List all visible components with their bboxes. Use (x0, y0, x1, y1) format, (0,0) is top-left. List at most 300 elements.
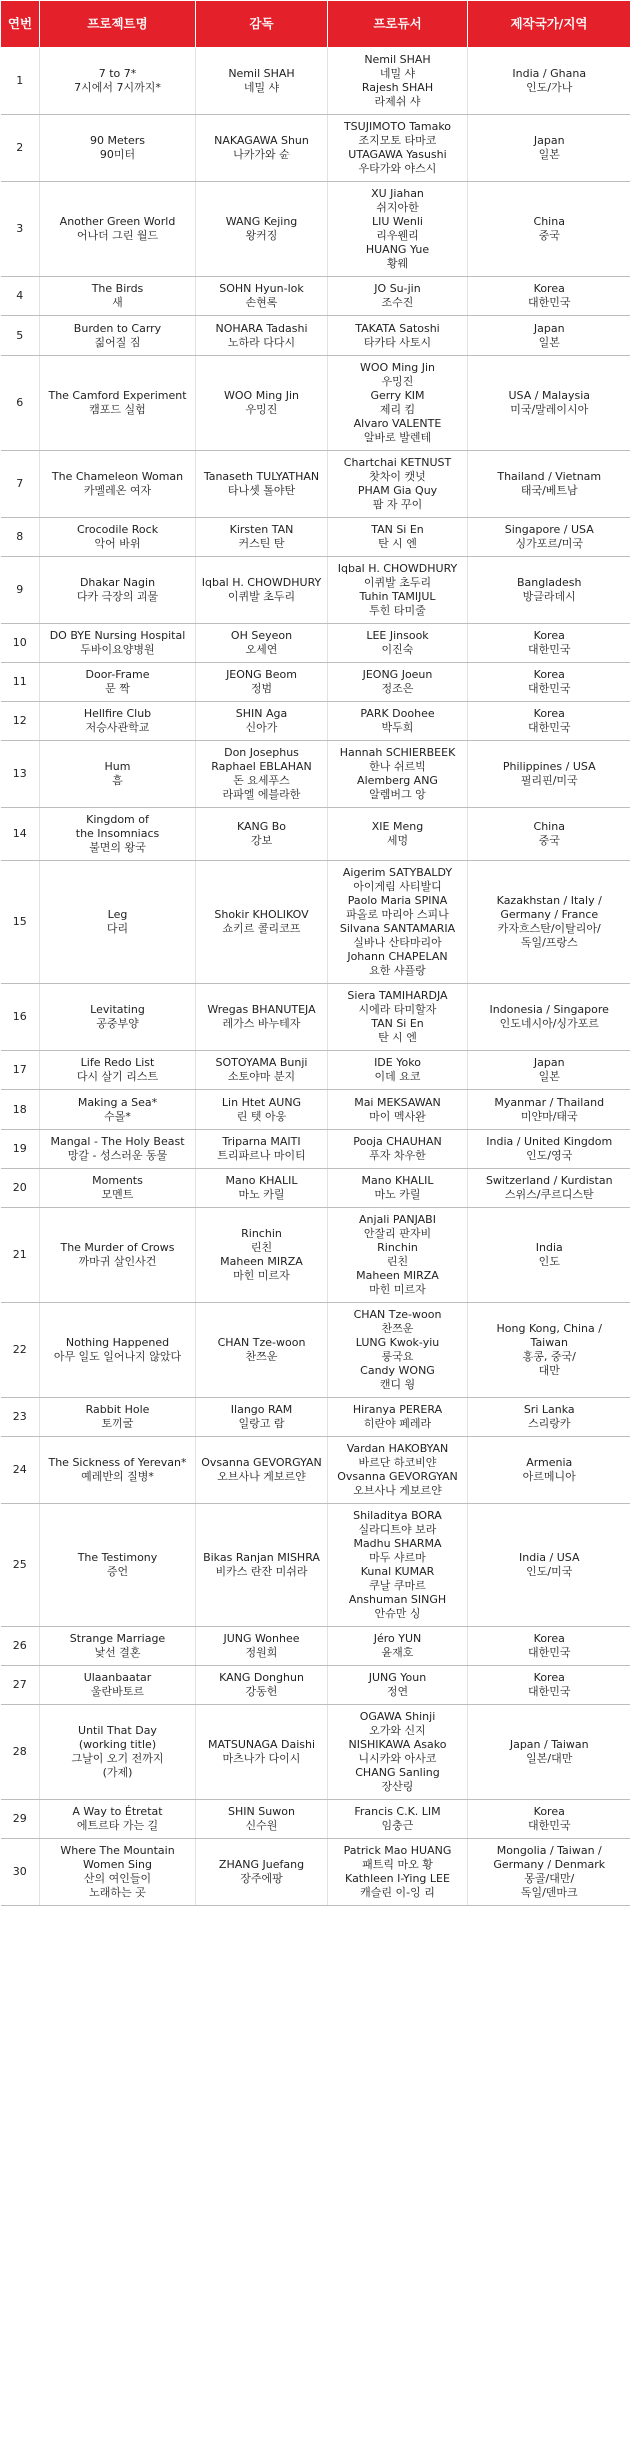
cell-country (468, 741, 630, 808)
cell-director (196, 316, 328, 356)
cell-producer (328, 861, 468, 984)
cell-project-line: Hum (104, 760, 131, 773)
cell-producer-line: XIE Meng (371, 820, 424, 833)
cell-country-line: Thailand / Vietnam (497, 470, 602, 483)
cell-country-line: 인도네시아/싱가포르 (499, 1017, 599, 1030)
cell-project-line: 다카 극장의 괴물 (76, 590, 159, 603)
cell-producer-line: 안잘리 판자비 (363, 1227, 432, 1240)
cell-country-line: China (533, 215, 565, 228)
cell-country-line: Kazakhstan / Italy / (496, 894, 602, 907)
cell-producer-line: JO Su-jin (374, 282, 421, 295)
cell-producer (328, 624, 468, 663)
cell-project-line: Making a Sea* (77, 1095, 158, 1109)
cell-number: 2 (1, 115, 40, 182)
cell-country-line: 스위스/쿠르디스탄 (504, 1188, 594, 1201)
cell-number: 14 (1, 808, 40, 861)
cell-director-line: Mano KHALIL (225, 1174, 298, 1187)
cell-number: 9 (1, 557, 40, 624)
table-row (1, 1504, 630, 1627)
cell-director-line: SOHN Hyun-lok (219, 282, 304, 295)
cell-director-line: Triparna MAITI (222, 1135, 301, 1148)
cell-producer-line: 정조은 (381, 682, 414, 695)
cell-country-line: Korea (533, 1671, 565, 1684)
cell-project-line: Mangal - The Holy Beast (50, 1135, 185, 1148)
cell-director-line: Kirsten TAN (229, 523, 294, 536)
cell-project-line: Nothing Happened (65, 1336, 170, 1349)
cell-producer (328, 984, 468, 1051)
cell-producer-line: Jéro YUN (373, 1632, 422, 1645)
cell-project (40, 451, 196, 518)
cell-project-line: Leg (107, 908, 128, 921)
table-row (1, 1437, 630, 1504)
cell-producer-line: 조지모토 타마코 (358, 134, 437, 147)
table-row (1, 663, 630, 702)
cell-country-line: USA / Malaysia (508, 389, 591, 402)
cell-country (468, 1130, 630, 1169)
cell-director (196, 1169, 328, 1208)
cell-producer-line: Gerry KIM (370, 389, 425, 402)
cell-director-line: KANG Donghun (219, 1671, 304, 1684)
table-row (1, 1090, 630, 1130)
table-row (1, 557, 630, 624)
table-row (1, 518, 630, 557)
cell-country-line: 대한민국 (527, 721, 571, 734)
cell-country-line: 중국 (538, 834, 560, 847)
table-row (1, 115, 630, 182)
table-row (1, 451, 630, 518)
cell-producer-line: 라제쉬 샤 (374, 95, 421, 108)
cell-producer (328, 1208, 468, 1303)
cell-producer-line: Iqbal H. CHOWDHURY (337, 562, 458, 575)
cell-director-line: Rinchin (241, 1227, 282, 1240)
cell-director-line: 오브사나 게보르얀 (217, 1470, 306, 1483)
cell-number: 20 (1, 1169, 40, 1208)
cell-director-line: SOTOYAMA Bunji (215, 1056, 308, 1069)
cell-project-line: 불면의 왕국 (89, 841, 146, 854)
cell-country-line: 대만 (538, 1364, 560, 1377)
cell-producer (328, 1666, 468, 1705)
cell-project (40, 356, 196, 451)
cell-producer (328, 1090, 468, 1130)
cell-director-line: Ovsanna GEVORGYAN (201, 1456, 322, 1469)
cell-project-line: The Testimony (77, 1551, 158, 1564)
cell-number: 27 (1, 1666, 40, 1705)
cell-number: 15 (1, 861, 40, 984)
cell-project (40, 624, 196, 663)
cell-country-line: 대한민국 (527, 682, 571, 695)
cell-producer-line: 패트릭 마오 황 (362, 1858, 433, 1871)
table-row (1, 1666, 630, 1705)
cell-project-line: 흠 (112, 774, 123, 787)
table-row (1, 1398, 630, 1437)
cell-producer (328, 48, 468, 115)
cell-number: 28 (1, 1705, 40, 1800)
cell-producer (328, 182, 468, 277)
cell-director-line: Bikas Ranjan MISHRA (203, 1551, 320, 1564)
cell-director-line: 신수원 (245, 1819, 278, 1832)
cell-producer-line: CHANG Sanling (355, 1766, 440, 1779)
cell-project (40, 1051, 196, 1090)
table-row (1, 182, 630, 277)
cell-director-line: 돈 요세푸스 (233, 774, 290, 787)
cell-producer-line: 박두희 (381, 721, 414, 734)
cell-producer-line: 실라디트야 보라 (358, 1523, 437, 1536)
cell-project-line: Dhakar Nagin (79, 576, 156, 589)
cell-country-line: 대한민국 (527, 1819, 571, 1832)
cell-project-line: 울란바토르 (90, 1685, 145, 1698)
cell-country-line: Indonesia / Singapore (489, 1003, 609, 1016)
cell-producer-line: 알렘버그 앙 (369, 788, 426, 801)
cell-project-line: 짊어질 짐 (94, 335, 141, 349)
cell-project-line: Ulaanbaatar (83, 1671, 152, 1684)
cell-director-line: ZHANG Juefang (218, 1858, 305, 1871)
cell-director-line: OH Seyeon (230, 629, 293, 642)
cell-country-line: 스리랑카 (527, 1417, 571, 1430)
cell-producer-line: 우타가와 야스시 (358, 162, 437, 175)
cell-number: 18 (1, 1090, 40, 1130)
cell-project-line: Moments (92, 1174, 143, 1187)
cell-country-line: 인도/가나 (526, 81, 573, 94)
cell-project-line: The Chameleon Woman (51, 470, 184, 483)
cell-project-line: 90미터 (99, 148, 136, 161)
cell-director-line: JEONG Beom (226, 668, 297, 681)
cell-director (196, 1666, 328, 1705)
cell-producer-line: TSUJIMOTO Tamako (343, 120, 452, 133)
cell-number: 21 (1, 1208, 40, 1303)
cell-producer (328, 277, 468, 316)
header-project: 프로젝트명 (40, 1, 196, 48)
cell-country-line: India / USA (519, 1551, 580, 1564)
cell-director-line: 손현록 (245, 296, 278, 309)
cell-producer-line: Candy WONG (360, 1364, 435, 1377)
cell-producer-line: HUANG Yue (365, 243, 430, 256)
cell-country-line: Philippines / USA (502, 760, 596, 773)
cell-producer (328, 1627, 468, 1666)
cell-number: 10 (1, 624, 40, 663)
cell-director (196, 277, 328, 316)
cell-director-line: 우밍진 (245, 403, 278, 416)
cell-project (40, 1437, 196, 1504)
cell-project (40, 702, 196, 741)
cell-country-line: Germany / France (500, 908, 599, 921)
cell-director (196, 557, 328, 624)
cell-director (196, 1437, 328, 1504)
cell-director (196, 1504, 328, 1627)
cell-producer-line: 안슈만 싱 (374, 1607, 421, 1620)
table-row (1, 702, 630, 741)
cell-director (196, 356, 328, 451)
cell-number: 30 (1, 1839, 40, 1906)
cell-producer-line: 캔디 웡 (379, 1378, 416, 1391)
cell-project-line: Levitating (90, 1003, 145, 1016)
cell-producer (328, 1130, 468, 1169)
cell-project-line: The Camford Experiment (48, 389, 187, 402)
cell-director-line: 린 텟 아웅 (236, 1109, 287, 1123)
cell-project-line: 공중부양 (96, 1017, 139, 1030)
cell-project-line: 악어 바위 (94, 537, 141, 550)
cell-project (40, 741, 196, 808)
cell-country-line: Singapore / USA (504, 523, 594, 536)
cell-producer-line: 리우웬리 (376, 229, 419, 242)
cell-producer-line: Rinchin (377, 1241, 418, 1254)
cell-country-line: 대한민국 (527, 1646, 571, 1659)
cell-project-line: 까마귀 살인사건 (78, 1255, 157, 1268)
cell-producer (328, 518, 468, 557)
cell-project-line: Women Sing (83, 1858, 152, 1871)
cell-producer-line: 시에라 타미할자 (358, 1003, 437, 1016)
cell-country-line: 인도/미국 (526, 1565, 573, 1578)
cell-project-line: Life Redo List (80, 1056, 155, 1069)
cell-producer-line: 요한 샤플랑 (369, 964, 426, 977)
cell-country-line: 독일/프랑스 (520, 936, 578, 949)
cell-director-line: 마힌 미르자 (233, 1269, 290, 1282)
cell-producer-line: Rajesh SHAH (361, 81, 434, 94)
cell-country (468, 451, 630, 518)
cell-director-line: 신아가 (245, 721, 278, 734)
table-row (1, 861, 630, 984)
cell-country (468, 1705, 630, 1800)
cell-project (40, 115, 196, 182)
cell-project-line: (working title) (78, 1738, 157, 1751)
cell-producer-line: TAKATA Satoshi (355, 321, 440, 335)
cell-country-line: 일본/대만 (526, 1752, 573, 1765)
cell-country-line: India / Ghana (512, 67, 587, 80)
table-body (1, 48, 630, 1906)
cell-producer (328, 1839, 468, 1906)
cell-country-line: 홍콩, 중국/ (522, 1350, 576, 1363)
cell-producer-line: 캐슬린 이-잉 리 (360, 1886, 435, 1899)
cell-project-line: Burden to Carry (73, 321, 162, 335)
cell-country (468, 1437, 630, 1504)
cell-number: 16 (1, 984, 40, 1051)
cell-project-line: Another Green World (59, 215, 176, 228)
cell-project (40, 1303, 196, 1398)
cell-country (468, 1090, 630, 1130)
cell-country (468, 984, 630, 1051)
table-row (1, 984, 630, 1051)
cell-producer-line: 아이게림 사티발디 (353, 880, 442, 893)
cell-producer-line: 정연 (386, 1685, 409, 1698)
cell-project-line: 낯선 결혼 (94, 1646, 141, 1659)
cell-producer-line: 장산링 (381, 1780, 414, 1793)
cell-country-line: Mongolia / Taiwan / (496, 1844, 602, 1857)
cell-producer-line: Vardan HAKOBYAN (346, 1442, 449, 1455)
cell-country-line: 미얀마/태국 (520, 1109, 578, 1123)
cell-project-line: Where The Mountain (60, 1844, 175, 1857)
cell-producer (328, 741, 468, 808)
cell-project-line: Until That Day (78, 1724, 157, 1737)
cell-director (196, 451, 328, 518)
cell-director-line: 왕커징 (245, 229, 278, 242)
cell-director-line: 소토야마 분지 (227, 1070, 296, 1083)
cell-number: 13 (1, 741, 40, 808)
cell-director (196, 1398, 328, 1437)
cell-director-line: 강동헌 (245, 1685, 278, 1698)
cell-project (40, 1504, 196, 1627)
cell-producer-line: JUNG Youn (368, 1671, 427, 1684)
cell-country (468, 316, 630, 356)
cell-country (468, 624, 630, 663)
cell-country (468, 518, 630, 557)
cell-producer-line: Mano KHALIL (361, 1174, 434, 1187)
cell-number: 8 (1, 518, 40, 557)
cell-project-line: Door-Frame (85, 668, 150, 681)
cell-director-line: Iqbal H. CHOWDHURY (201, 576, 322, 589)
cell-producer-line: 이진숙 (381, 643, 414, 656)
cell-project-line: 카멜레온 여자 (83, 484, 152, 497)
cell-country (468, 1839, 630, 1906)
cell-country (468, 808, 630, 861)
cell-producer-line: 쿠날 쿠마르 (369, 1579, 426, 1592)
cell-producer-line: 우밍진 (381, 375, 414, 388)
cell-director-line: WANG Kejing (225, 215, 298, 228)
cell-number: 12 (1, 702, 40, 741)
cell-director-line: JUNG Wonhee (223, 1632, 300, 1645)
cell-producer-line: 마두 샤르마 (369, 1551, 426, 1564)
cell-producer (328, 557, 468, 624)
cell-producer (328, 115, 468, 182)
cell-country-line: 인도 (538, 1255, 560, 1268)
cell-producer-line: 알바로 발렌테 (363, 431, 432, 444)
cell-project-line: 새 (112, 296, 123, 309)
cell-country-line: Japan (533, 134, 565, 147)
cell-country (468, 48, 630, 115)
cell-producer-line: TAN Si En (371, 1017, 424, 1030)
cell-producer-line: 팜 자 꾸이 (372, 498, 423, 511)
cell-country-line: Japan / Taiwan (509, 1738, 589, 1751)
cell-project (40, 663, 196, 702)
cell-project-line: 토끼굴 (101, 1417, 134, 1430)
cell-producer (328, 1303, 468, 1398)
cell-producer-line: Johann CHAPELAN (347, 950, 448, 963)
cell-project-line: Kingdom of (86, 813, 149, 826)
cell-director-line: 쇼키르 콜리코프 (222, 922, 301, 935)
cell-producer-line: Alemberg ANG (357, 774, 438, 787)
table-row (1, 1208, 630, 1303)
cell-project (40, 808, 196, 861)
cell-producer-line: Hiranya PERERA (352, 1403, 443, 1416)
cell-producer-line: 세멍 (386, 834, 409, 847)
cell-country (468, 1398, 630, 1437)
cell-director (196, 741, 328, 808)
cell-director-line: 정원희 (245, 1646, 278, 1659)
cell-producer-line: 쉬지아한 (376, 201, 419, 214)
table-row (1, 277, 630, 316)
cell-project (40, 1090, 196, 1130)
cell-director-line: 린친 (250, 1241, 273, 1254)
cell-producer-line: Hannah SCHIERBEEK (339, 746, 456, 759)
table-row (1, 1303, 630, 1398)
cell-director-line: 마츠나가 다이시 (222, 1752, 301, 1765)
cell-project (40, 1627, 196, 1666)
cell-country-line: 아르메니아 (522, 1470, 576, 1483)
cell-number: 29 (1, 1800, 40, 1839)
cell-project-line: 다시 살기 리스트 (76, 1070, 159, 1083)
cell-producer-line: Mai MEKSAWAN (354, 1095, 441, 1109)
cell-number: 1 (1, 48, 40, 115)
cell-project-line: 90 Meters (89, 134, 146, 147)
cell-country-line: 몽골/대만/ (524, 1872, 575, 1885)
cell-country-line: 대한민국 (527, 1685, 571, 1698)
cell-director-line: WOO Ming Jin (224, 389, 299, 402)
cell-producer (328, 702, 468, 741)
cell-producer-line: PARK Doohee (360, 707, 435, 720)
table-row (1, 1705, 630, 1800)
cell-producer (328, 1800, 468, 1839)
cell-director-line: 일랑고 람 (238, 1417, 285, 1430)
cell-producer-line: TAN Si En (371, 523, 424, 536)
cell-project-line: 다리 (106, 922, 129, 935)
cell-producer-line: 이퀴발 초두리 (363, 576, 432, 589)
cell-director-line: 정범 (250, 682, 273, 695)
cell-project-line: Rabbit Hole (85, 1403, 150, 1416)
cell-producer-line: 타카타 사토시 (363, 335, 432, 349)
cell-number: 3 (1, 182, 40, 277)
cell-producer-line: 황웨 (386, 257, 409, 270)
cell-producer (328, 1504, 468, 1627)
cell-project-line: 문 짝 (105, 682, 130, 695)
cell-director (196, 1839, 328, 1906)
cell-producer-line: 오브사나 게보르얀 (353, 1484, 442, 1497)
table-row (1, 624, 630, 663)
cell-producer-line: WOO Ming Jin (360, 361, 435, 374)
cell-country-line: Korea (533, 707, 565, 720)
cell-director (196, 1800, 328, 1839)
cell-producer-line: 네밀 샤 (379, 67, 416, 80)
cell-country-line: 일본 (538, 335, 560, 349)
cell-country-line: Taiwan (530, 1336, 568, 1349)
cell-country-line: 독일/덴마크 (520, 1886, 578, 1899)
cell-country-line: Bangladesh (517, 576, 582, 589)
cell-producer-line: Tuhin TAMIJUL (359, 590, 436, 603)
cell-project (40, 1130, 196, 1169)
cell-country-line: 일본 (538, 148, 560, 161)
cell-producer-line: XU Jiahan (371, 187, 424, 200)
cell-producer (328, 356, 468, 451)
cell-project-line: (가제) (102, 1766, 133, 1779)
cell-director-line: CHAN Tze-woon (217, 1336, 306, 1349)
cell-project-line: 에트르타 가는 길 (76, 1819, 159, 1832)
cell-producer-line: Kunal KUMAR (360, 1565, 435, 1578)
cell-producer (328, 451, 468, 518)
cell-producer-line: 마힌 미르자 (369, 1283, 426, 1296)
cell-producer-line: 니시카와 아사코 (358, 1752, 437, 1765)
cell-country-line: Korea (533, 1805, 565, 1818)
cell-director-line: 이퀴발 초두리 (227, 590, 296, 603)
cell-director (196, 1303, 328, 1398)
cell-producer-line: Aigerim SATYBALDY (342, 866, 453, 879)
cell-producer-line: Pooja CHAUHAN (353, 1135, 442, 1148)
cell-country (468, 1208, 630, 1303)
cell-producer-line: IDE Yoko (374, 1056, 421, 1069)
cell-producer-line: 린친 (386, 1255, 409, 1268)
cell-project (40, 48, 196, 115)
cell-project-line: 저승사관학교 (85, 721, 150, 734)
header-director: 감독 (196, 1, 328, 48)
cell-country-line: 미국/말레이시아 (510, 403, 589, 416)
cell-producer-line: Patrick Mao HUANG (343, 1844, 452, 1857)
cell-director (196, 182, 328, 277)
table-row (1, 1839, 630, 1906)
cell-director-line: 마노 카릴 (238, 1188, 285, 1201)
cell-director (196, 48, 328, 115)
cell-number: 24 (1, 1437, 40, 1504)
table-row (1, 316, 630, 356)
cell-country (468, 115, 630, 182)
cell-director-line: MATSUNAGA Daishi (207, 1738, 316, 1751)
cell-director (196, 1627, 328, 1666)
cell-producer-line: UTAGAWA Yasushi (348, 148, 447, 161)
